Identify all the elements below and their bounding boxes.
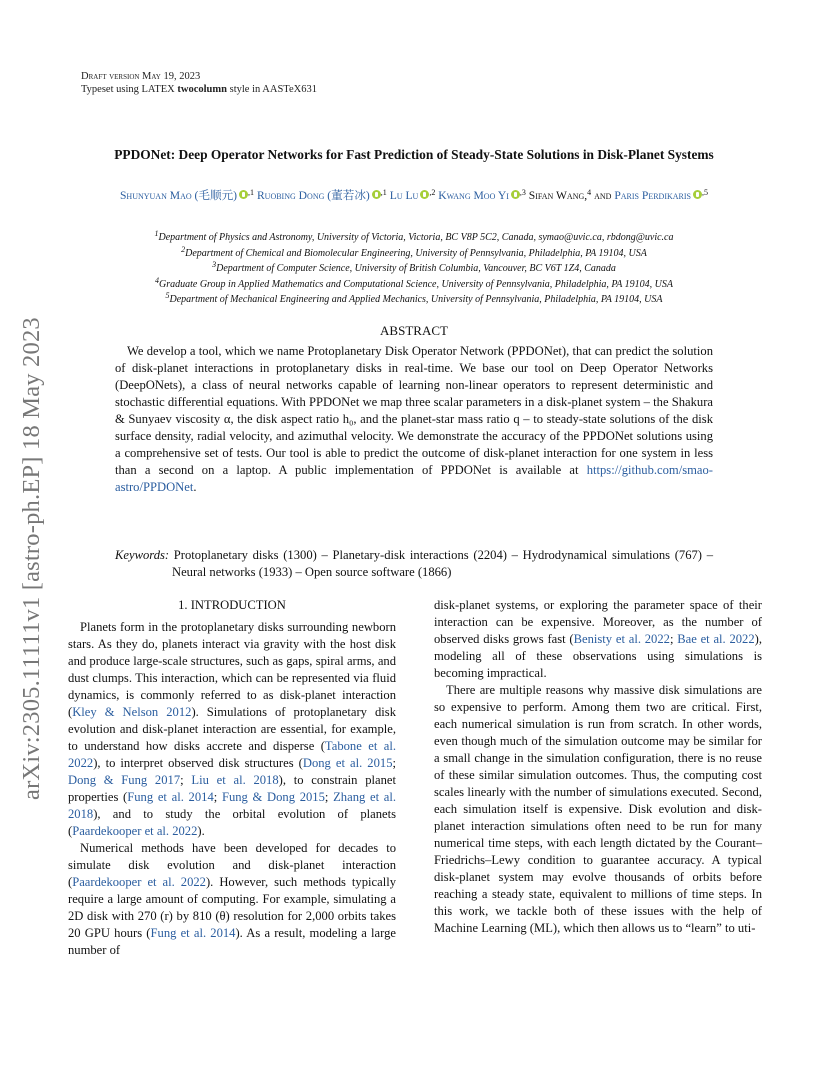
author-name[interactable]: Kwang Moo Yi xyxy=(438,189,509,202)
affiliation-line: $^2$Department of Chemical and Biomolecular Engineering, University of Pennsylvania, Philadelphia, PA 19104, USA xyxy=(181,244,647,259)
orcid-icon[interactable] xyxy=(511,190,520,199)
right-column xyxy=(434,597,762,937)
abstract-body: We develop a tool, which we name Protoplanetary Disk Operator Network (PPDONet), that can predict the solution of disk-planet interactions in protoplanetary disks in real-time. We base our tool on Deep Operator Networks (DeepONets), a class of neural networks capable of learning non-linear operators to represent deterministic and stochastic differential equations. With PPDONet we map three scalar parameters in a disk-planet system – the Shakura & Sunyaev viscosity α, the disk aspect ratio h₀, and the planet-star mass ratio q – to steady-state solutions of the disk surface density, radial velocity, and azimuthal velocity. We demonstrate the accuracy of the PPDONet solutions using a comprehensive set of tests. Our tool is able to predict the outcome of disk-planet interaction for one system in less than a second on a laptop. A public implementation of PPDONet is available at https://github.com/smao-astro/PPDONet. xyxy=(115,344,713,494)
citation-link[interactable]: Benisty et al. 2022 xyxy=(573,632,670,646)
draft-version: Draft version May 19, 2023 xyxy=(81,71,201,82)
affiliation-line: $^1$Department of Physics and Astronomy, University of Victoria, Victoria, BC V8P 5C2, Canada, symao@uvic.ca, rbdong@uvic.ca xyxy=(154,229,674,243)
citation-link[interactable]: Bae et al. 2022 xyxy=(677,632,755,646)
orcid-icon[interactable] xyxy=(372,190,381,199)
abstract-heading: ABSTRACT xyxy=(380,323,448,338)
author-name[interactable]: Lu Lu xyxy=(389,189,419,202)
intro-paragraph-3: disk-planet systems, or exploring the parameter space of their interaction can be expensive. Moreover, as the number of observed disks grows fast (Benisty et al. 2022; Bae et al. 2022), modeling all of these observations using simulations is becoming impractical. xyxy=(434,598,762,680)
author-affiliation-mark: ,1 xyxy=(380,188,387,197)
affiliation-mark: 5 xyxy=(165,291,170,300)
affiliation-line: $^4$Graduate Group in Applied Mathematics and Computational Science, University of Pennsylvania, Philadelphia, PA 19104, USA xyxy=(154,275,673,290)
affiliation-line: $^3$Department of Computer Science, University of British Columbia, Vancouver, BC V6T 1Z4, Canada xyxy=(212,260,616,274)
author-and: and xyxy=(591,189,615,202)
affiliation-list xyxy=(60,230,768,308)
orcid-icon[interactable] xyxy=(239,190,248,199)
github-link[interactable]: https://github.com/smao-astro/PPDONet xyxy=(115,463,713,494)
citation-link[interactable]: Paardekooper et al. 2022 xyxy=(72,875,206,889)
running-header xyxy=(81,70,317,96)
keywords-label: Keywords: xyxy=(115,548,170,562)
citation-link[interactable]: Liu et al. 2018 xyxy=(191,773,279,787)
author-affiliation-mark: ,5 xyxy=(702,188,709,197)
author-affiliation-mark: ,3 xyxy=(519,188,526,197)
citation-link[interactable]: Fung et al. 2014 xyxy=(150,926,236,940)
intro-paragraph-2: Numerical methods have been developed for decades to simulate disk evolution and disk-planet interaction (Paardekooper et al. 2022). However, such methods typically require a large amount of computing. For example, simulating a 2D disk with 270 (r) by 810 (θ) resolution for 2,000 orbits takes 20 GPU hours (Fung et al. 2014). As a result, modeling a large number of xyxy=(68,841,397,957)
author-name: Sifan Wang, xyxy=(528,189,588,202)
affiliation-line: $^5$Department of Mechanical Engineering and Applied Mechanics, University of Pennsylvania, Philadelphia, PA 19104, USA xyxy=(165,291,663,305)
author-name[interactable]: Shunyuan Mao (毛顺元) xyxy=(119,189,238,202)
author-name[interactable]: Ruobing Dong (董若冰) xyxy=(256,189,370,202)
citation-link[interactable]: Dong et al. 2015 xyxy=(302,756,393,770)
author-affiliation-mark: ,1 xyxy=(248,188,255,197)
section-heading-introduction: 1. INTRODUCTION xyxy=(178,598,286,612)
citation-link[interactable]: Fung et al. 2014 xyxy=(127,790,214,804)
keywords: Keywords: Protoplanetary disks (1300) – Planetary-disk interactions (2204) – Hydrodynamical simulations (767) – Neural networks (1933) – Open source software (1866) xyxy=(115,548,713,579)
orcid-icon[interactable] xyxy=(420,190,429,199)
citation-link[interactable]: Kley & Nelson 2012 xyxy=(72,705,192,719)
author-affiliation-mark: ,2 xyxy=(429,188,436,197)
affiliation-mark: 1 xyxy=(154,229,159,238)
author-name[interactable]: Paris Perdikaris xyxy=(614,189,692,202)
affiliation-mark: 2 xyxy=(181,244,186,254)
intro-paragraph-4: There are multiple reasons why massive disk simulations are so expensive to perform. Among them two are critical. First, each numerical simulation is run from scratch. In other words, even though much of the simulation outcome may be similar for a small change in the simulation configuration, there is no reuse of these similar simulation outcomes. Thus, the computing cost scales linearly with the number of simulations executed. Second, each simulation itself is expensive. Disk evolution and disk-planet interaction simulations often need to be run for many numerical time steps, with each length dictated by the Courant–Friedrichs–Lewy condition to guarantee accuracy. A typical disk-planet system may evolve thousands of orbits before reaching a steady state, equivalent to millions of time steps. In this work, we tackle both of these issues with the help of Machine Learning (ML), which then allows us to “learn” to uti- xyxy=(434,683,762,935)
author-affiliation-mark: 4 xyxy=(587,188,592,197)
citation-link[interactable]: Dong & Fung 2017 xyxy=(68,773,181,787)
latex-logo: LATEX xyxy=(141,84,175,95)
citation-link[interactable]: Tabone et al. 2022 xyxy=(68,739,396,770)
left-column xyxy=(68,597,396,959)
intro-paragraph-1: Planets form in the protoplanetary disks surrounding newborn stars. As they do, planets interact via gravity with the host disk and produce large-scale structures, such as gaps, spiral arms, and dust clumps. This interaction, which can be represented via fluid dynamics, is commonly referred to as disk-planet interaction (Kley & Nelson 2012). Simulations of protoplanetary disk evolution and disk-planet interaction are essential, for example, to understand how disks accrete and disperse (Tabone et al. 2022), to interpret observed disk structures (Dong et al. 2015; Dong & Fung 2017; Liu et al. 2018), to constrain planet properties (Fung et al. 2014; Fung & Dong 2015; Zhang et al. 2018), and to study the orbital evolution of planets (Paardekooper et al. 2022). xyxy=(68,620,396,838)
citation-link[interactable]: Fung & Dong 2015 xyxy=(221,790,325,804)
citation-link[interactable]: Zhang et al. 2018 xyxy=(68,790,396,821)
orcid-icon[interactable] xyxy=(693,190,702,199)
arxiv-stamp[interactable]: arXiv:2305.11111v1 [astro-ph.EP] 18 May 2023 xyxy=(18,317,45,800)
affiliation-mark: 4 xyxy=(154,275,159,285)
author-list xyxy=(60,188,768,204)
typeset-line: Typeset using LATEX twocolumn style in AASTeX631 xyxy=(81,84,317,95)
paper-title: PPDONet: Deep Operator Networks for Fast Prediction of Steady-State Solutions in Disk-Planet Systems xyxy=(114,147,714,162)
citation-link[interactable]: Paardekooper et al. 2022 xyxy=(72,824,198,838)
affiliation-mark: 3 xyxy=(212,260,217,269)
